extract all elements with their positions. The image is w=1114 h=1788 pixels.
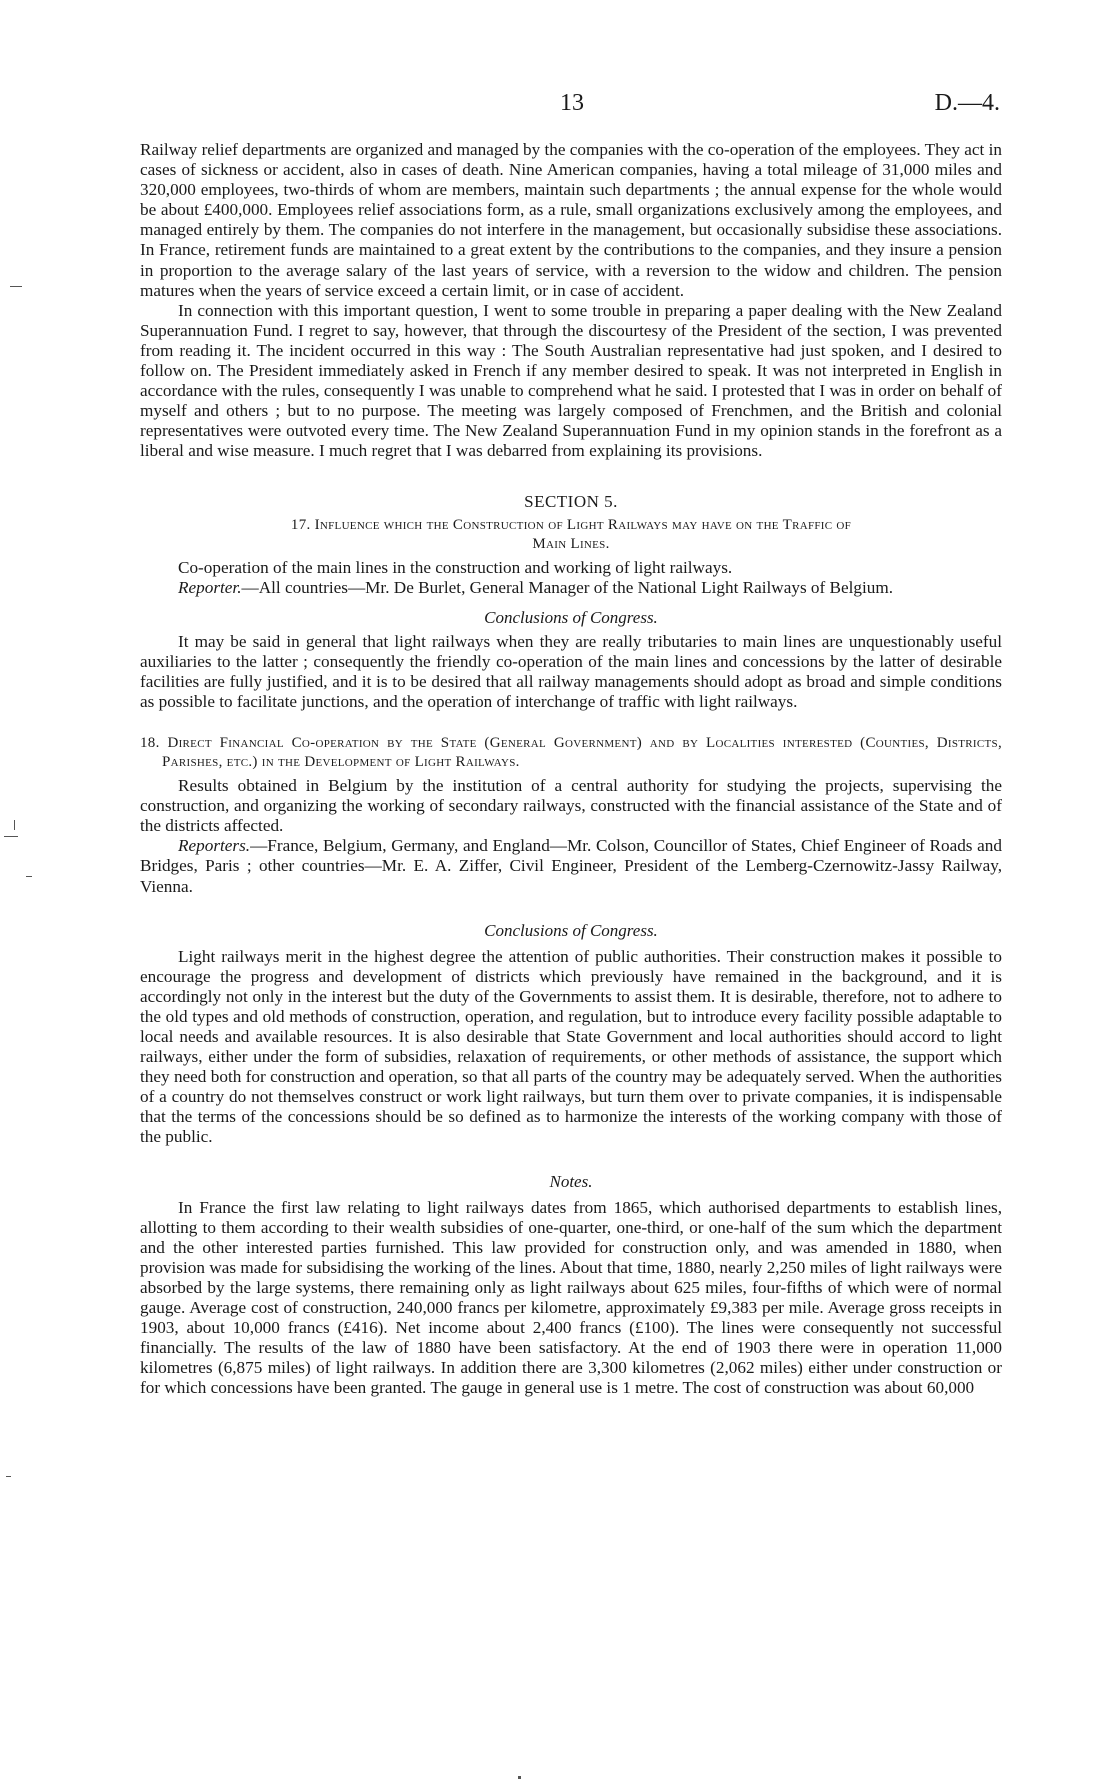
item-18-title: 18. Direct Financial Co-operation by the State (General Government) and by Localities interested (Counties, Districts, Parishes, etc.) in the Development of Light Railways.: [140, 735, 1002, 771]
item-18-conclusions-heading: Conclusions of Congress.: [484, 920, 658, 940]
item-17-intro: Co-operation of the main lines in the construction and working of light railways.: [178, 557, 733, 577]
scan-mark: [26, 876, 32, 877]
scan-mark: [6, 1476, 11, 1477]
page-header: [140, 90, 1002, 120]
scan-mark: [14, 820, 15, 830]
page-body: [140, 140, 1002, 1399]
paragraph-relief-departments: Railway relief departments are organized and managed by the companies with the co-operation of the employees. They act in cases of sickness or accident, also in cases of death. Nine American companies, having a total mileage of 31,000 miles and 320,000 employees, two-thirds of whom are members, maintain such departments ; the annual expense for the whole would be about £400,000. Employees relief associations form, as a rule, small organizations exclusively among the employees, and managed entirely by them. The companies do not interfere in the management, but occasionally subsidise these associations. In France, retirement funds are maintained to a great extent by the contributions to the companies, and they insure a pension in proportion to the average salary of the last years of service, with a reversion to the widow and children. The pension matures when the years of service exceed a certain limit, or in case of accident.: [140, 140, 1002, 300]
reporters-label: Reporters.: [178, 836, 251, 856]
reporters-text: —France, Belgium, Germany, and England—Mr. Colson, Councillor of States, Chief Engineer of Roads and Bridges, Paris ; other countries—Mr. E. A. Ziffer, Civil Engineer, President of the Lemberg-Czernowitz-Jassy Railway, Vienna.: [140, 836, 1002, 896]
notes-heading: Notes.: [549, 1171, 593, 1191]
scan-mark: [518, 1776, 521, 1779]
item-17-conclusions-heading: Conclusions of Congress.: [484, 607, 658, 627]
paragraph-superannuation-fund: In connection with this important question, I went to some trouble in preparing a paper dealing with the New Zealand Superannuation Fund. I regret to say, however, that through the discourtesy of the President of the section, I was prevented from reading it. The incident occurred in this way : The South Australian representative had just spoken, and I desired to follow on. The President immediately asked in French if any member desired to speak. It was not interpreted in English in accordance with the rules, consequently I was unable to comprehend what he said. I protested that I was in order on behalf of myself and others ; but to no purpose. The meeting was largely composed of Frenchmen, and the British and colonial representatives were outvoted every time. The New Zealand Superannuation Fund in my opinion stands in the forefront as a liberal and wise measure. I much regret that I was debarred from explaining its provisions.: [140, 300, 1002, 461]
reporter-text: —All countries—Mr. De Burlet, General Manager of the National Light Railways of Belgium.: [241, 577, 894, 597]
page-number: 13: [560, 90, 584, 116]
scan-mark: [4, 836, 18, 837]
item-18-conclusions-text: Light railways merit in the highest degree the attention of public authorities. Their construction makes it possible to encourage the progress and development of districts which previously have remained in the background, and it is accordingly not only in the interest but the duty of the Governments to assist them. It is desirable, therefore, not to adhere to the old types and old methods of construction, operation, and regulation, but to introduce every facility possible adaptable to local needs and available resources. It is also desirable that State Government and local authorities should accord to light railways, either under the form of subsidies, relaxation of requirements, or other methods of assistance, the support which they need both for construction and operation, so that all parts of the country may be adequately served. When the authorities of a country do not themselves construct or work light railways, but turn them over to private companies, it is indispensable that the terms of the concessions should be so defined as to harmonize the interests of the working company with those of the public.: [140, 946, 1002, 1147]
item-17-title-line2: Main Lines.: [532, 535, 610, 552]
scan-mark: [10, 286, 22, 287]
item-18-results: Results obtained in Belgium by the institution of a central authority for studying the projects, supervising the construction, and organizing the working of secondary railways, constructed with the financial assistance of the State and of the districts affected.: [140, 776, 1002, 836]
section-heading: SECTION 5.: [524, 491, 618, 511]
item-17-title-line1: 17. Influence which the Construction of Light Railways may have on the Traffic of: [290, 516, 852, 533]
document-reference: D.—4.: [934, 90, 1000, 116]
item-17-conclusions-text: It may be said in general that light railways when they are really tributaries to main lines are unquestionably useful auxiliaries to the latter ; consequently the friendly co-operation of the main lines and concessions by the latter of desirable facilities are fully justified, and it is to be desired that all railway managements should adopt as broad and simple conditions as possible to facilitate junctions, and the operation of interchange of traffic with light railways.: [140, 631, 1002, 711]
reporter-label: Reporter.: [178, 577, 242, 597]
item-17-reporter: [140, 578, 1002, 598]
item-18-reporters: [140, 836, 1002, 896]
notes-text: In France the first law relating to light railways dates from 1865, which authorised departments to establish lines, allotting to them according to their wealth subsidies of one-quarter, one-third, or one-half of the sum which the department and the other interested parties furnished. This law provided for construction only, and was amended in 1880, when provision was made for subsidising the working of the lines. About that time, 1880, nearly 2,250 miles of light railways were absorbed by the large systems, there remaining only as light railways about 625 miles, four-fifths of which were of normal gauge. Average cost of construction, 240,000 francs per kilometre, approximately £9,383 per mile. Average gross receipts in 1903, about 10,000 francs (£416). Net income about 2,400 francs (£100). The lines were consequently not successful financially. The results of the law of 1880 have been satisfactory. At the end of 1903 there were in operation 11,000 kilometres (6,875 miles) of light railways. In addition there are 3,300 kilometres (2,062 miles) either under construction or for which concessions have been granted. The gauge in general use is 1 metre. The cost of construction was about 60,000: [140, 1197, 1002, 1398]
